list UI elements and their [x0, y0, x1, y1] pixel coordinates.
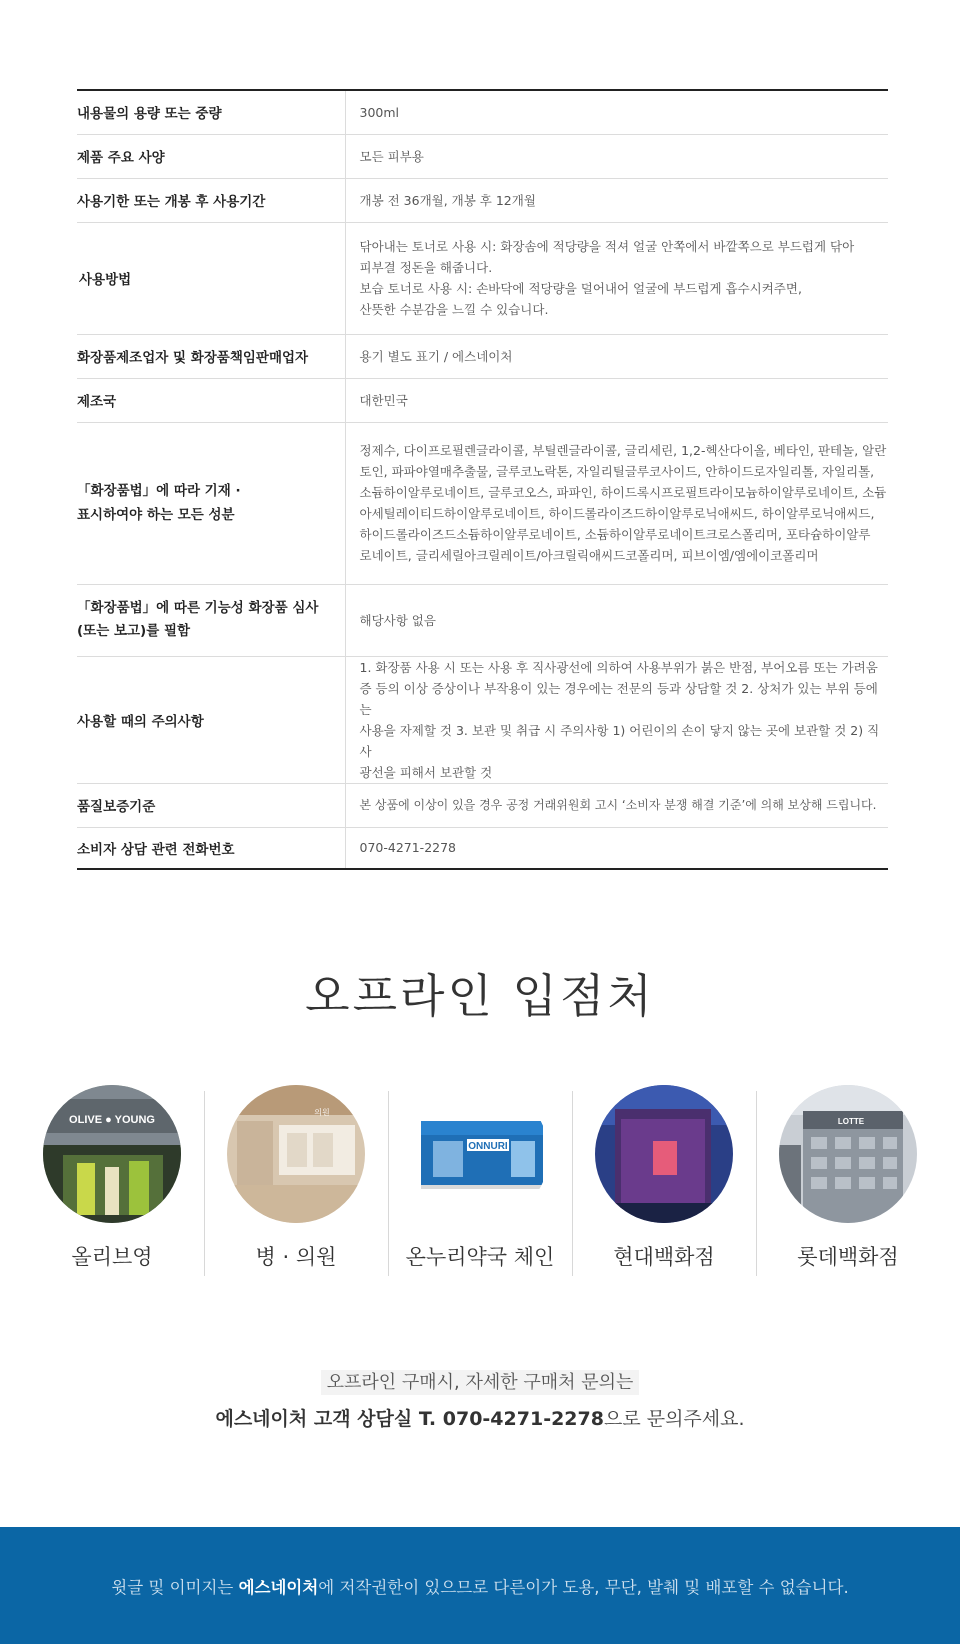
value-line: 닦아내는 토너로 사용 시: 화장솜에 적당량을 적셔 얼굴 안쪽에서 바깥쪽으로 부드럽게 닦아 [359, 239, 855, 254]
label-line: (또는 보고)를 필함 [77, 623, 191, 639]
value-line: 1. 화장품 사용 시 또는 사용 후 직사광선에 의하여 사용부위가 붉은 반점, 부어오름 또는 가려움 [359, 659, 878, 675]
value-line: 광선을 피해서 보관할 것 [359, 764, 493, 780]
row-label: 사용기한 또는 개봉 후 사용기간 [77, 178, 345, 222]
value-line: 토인, 파파야열매추출물, 글루코노락톤, 자일리틸글루코사이드, 안하이드로자일리톨, 자일리톨, [359, 464, 875, 479]
store-item-oliveyoung [20, 1085, 204, 1275]
product-info-table [77, 89, 888, 870]
value-line: 하이드롤라이즈드소듐하이알루로네이트, 소듐하이알루로네이트크로스폴리머, 포타슘하이알루 [359, 527, 871, 542]
value-line: 증 등의 이상 증상이나 부작용이 있는 경우에는 전문의 등과 상담할 것 2. 상처가 있는 부위 등에는 [359, 680, 878, 717]
value-line: 아세틸레이티드하이알루로네이트, 하이드롤라이즈드하이알루로닉애씨드, 하이알루로닉애씨드, [359, 506, 875, 521]
row-label: 제조국 [77, 378, 345, 422]
store-item-lotte [756, 1085, 940, 1275]
copyright-footer [0, 1527, 960, 1644]
row-value: 개봉 전 36개월, 개봉 후 12개월 [345, 178, 888, 222]
inquiry-line-2 [0, 1404, 960, 1431]
value-line: 피부결 정돈을 해줍니다. [359, 260, 493, 275]
table-row [77, 334, 888, 378]
table-row [77, 827, 888, 869]
row-label: 사용방법 [77, 222, 345, 334]
row-label [77, 584, 345, 656]
inquiry-phone: 에스네이처 고객 상담실 T. 070-4271-2278 [215, 1408, 604, 1430]
value-line: 정제수, 다이프로필렌글라이콜, 부틸렌글라이콜, 글리세린, 1,2-헥산다이올, 베타인, 판테놀, 알란 [359, 443, 887, 458]
table-row [77, 656, 888, 783]
value-line: 소듐하이알루로네이트, 글루코오스, 파파인, 하이드록시프로필트라이모늄하이알루로네이트, 소듐 [359, 485, 887, 500]
copyright-text [111, 1574, 848, 1598]
row-value: 070-4271-2278 [359, 840, 457, 856]
store-sign-text: 의원 [314, 1108, 330, 1117]
row-label: 사용할 때의 주의사항 [77, 656, 345, 783]
row-value: 모든 피부용 [345, 134, 888, 178]
value-line: 로네이트, 글리세릴아크릴레이트/아크릴릭애씨드코폴리머, 피브이엠/엠에이코폴리머 [359, 548, 819, 563]
value-line: 보습 토너로 사용 시: 손바닥에 적당량을 덜어내어 얼굴에 부드럽게 흡수시켜주면, [359, 281, 802, 296]
copyright-suffix: 에 저작권한이 있으므로 다른이가 도용, 무단, 발췌 및 배포할 수 없습니다. [318, 1577, 849, 1597]
table-row [77, 378, 888, 422]
value-line: 사용을 자제할 것 3. 보관 및 취급 시 주의사항 1) 어린이의 손이 닿지 않는 곳에 보관할 것 2) 직사 [359, 722, 880, 759]
row-label: 소비자 상담 관련 전화번호 [77, 827, 345, 869]
store-photo-clinic [227, 1085, 365, 1223]
store-photo-onnuri [411, 1085, 549, 1223]
table-row [77, 90, 888, 134]
store-list [20, 1085, 940, 1275]
store-name: 병 · 의원 [255, 1245, 337, 1269]
row-label [77, 422, 345, 584]
row-value [345, 656, 888, 783]
row-label: 품질보증기준 [77, 783, 345, 827]
table-row [77, 134, 888, 178]
store-item-clinic [204, 1085, 388, 1275]
offline-inquiry-notice [0, 1368, 960, 1431]
row-value [345, 422, 888, 584]
store-sign-text: LOTTE [837, 1117, 865, 1126]
copyright-prefix: 윗글 및 이미지는 [111, 1577, 239, 1597]
row-value [345, 222, 888, 334]
table-row [77, 422, 888, 584]
store-sign-text: ONNURI [468, 1141, 508, 1152]
store-name: 올리브영 [71, 1245, 153, 1269]
row-label: 화장품제조업자 및 화장품책임판매업자 [77, 334, 345, 378]
store-photo-lotte [779, 1085, 917, 1223]
value-line: 산뜻한 수분감을 느낄 수 있습니다. [359, 302, 549, 317]
row-value: 해당사항 없음 [345, 584, 888, 656]
table-row [77, 783, 888, 827]
table-row [77, 178, 888, 222]
store-item-hyundai [572, 1085, 756, 1275]
inquiry-suffix: 으로 문의주세요. [603, 1408, 745, 1430]
row-value: 본 상품에 이상이 있을 경우 공정 거래위원회 고시 ‘소비자 분쟁 해결 기준’에 의해 보상해 드립니다. [345, 783, 888, 827]
store-photo-hyundai [595, 1085, 733, 1223]
store-name: 온누리약국 체인 [405, 1245, 555, 1269]
table-row [77, 584, 888, 656]
row-value: 대한민국 [345, 378, 888, 422]
inquiry-text: 오프라인 구매시, 자세한 구매처 문의는 [321, 1370, 640, 1395]
label-line: 표시하여야 하는 모든 성분 [77, 507, 235, 523]
inquiry-line-1 [0, 1368, 960, 1394]
store-name: 롯데백화점 [797, 1245, 899, 1269]
store-name: 현대백화점 [613, 1245, 715, 1269]
copyright-brand: 에스네이처 [238, 1577, 319, 1597]
store-sign-text: OLIVE ● YOUNG [69, 1114, 155, 1126]
label-line: 「화장품법」에 따른 기능성 화장품 심사 [77, 600, 319, 616]
table-row [77, 222, 888, 334]
store-item-onnuri [388, 1085, 572, 1275]
row-value: 300ml [345, 90, 888, 134]
row-label: 제품 주요 사양 [77, 134, 345, 178]
label-line: 「화장품법」에 따라 기재 · [77, 483, 241, 499]
store-photo-oliveyoung [43, 1085, 181, 1223]
row-label: 내용물의 용량 또는 중량 [77, 90, 345, 134]
offline-stores-title: 오프라인 입점처 [305, 969, 655, 1023]
row-value: 용기 별도 표기 / 에스네이처 [345, 334, 888, 378]
